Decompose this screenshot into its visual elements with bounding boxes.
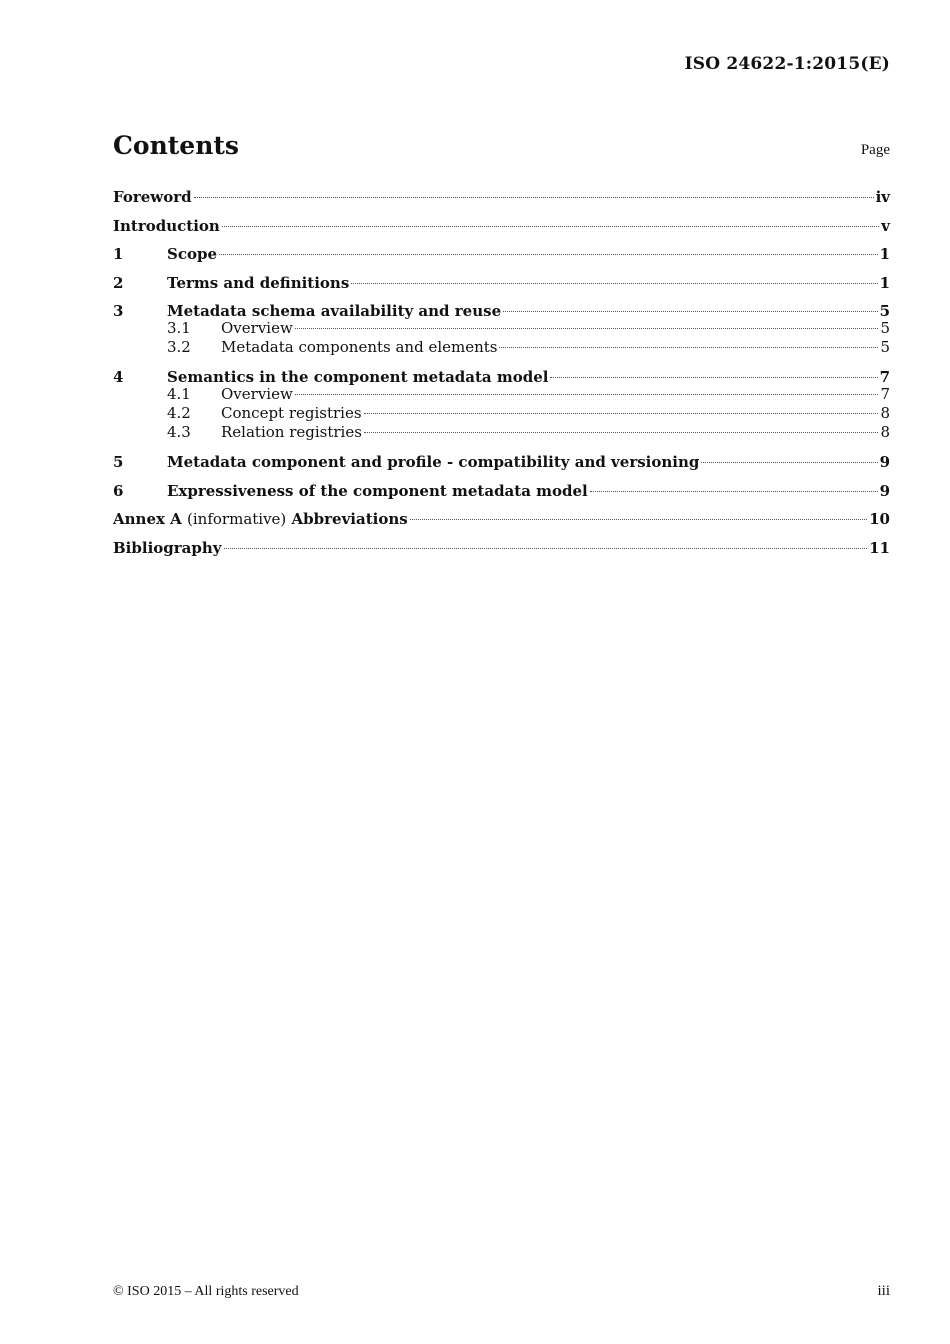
dot-leader <box>364 413 879 414</box>
toc-number: 6 <box>113 481 124 500</box>
toc-number: 5 <box>113 453 124 472</box>
toc-title: Semantics in the component metadata model <box>167 368 549 387</box>
toc-page: 11 <box>869 538 890 557</box>
toc-title: Scope <box>167 245 218 263</box>
dot-leader <box>219 254 878 255</box>
annex-label: Annex A <box>113 510 182 529</box>
toc-entry-bibliography[interactable] <box>113 534 890 563</box>
dot-leader <box>295 328 879 329</box>
toc-page: 5 <box>880 337 890 356</box>
toc-page: v <box>881 216 890 235</box>
toc-number: 4.1 <box>167 384 191 403</box>
dot-leader <box>590 491 878 492</box>
toc-title: Concept registries <box>221 403 362 422</box>
dot-leader <box>194 197 874 198</box>
toc-title: Expressiveness of the component metadata model <box>167 481 588 500</box>
toc-title <box>113 505 408 534</box>
toc-title: Terms and definitions <box>167 273 350 292</box>
toc-entry-4-1-overview[interactable] <box>113 385 890 404</box>
toc-page: 7 <box>880 384 890 403</box>
toc-entry-introduction[interactable] <box>113 212 890 241</box>
toc-page: 9 <box>879 453 890 472</box>
dot-leader <box>410 519 867 520</box>
copyright-notice: © ISO 2015 – All rights reserved <box>113 1284 299 1299</box>
table-of-contents <box>113 183 890 562</box>
dot-leader <box>503 311 877 312</box>
toc-entry-expressiveness[interactable] <box>113 477 890 506</box>
dot-leader <box>351 283 877 284</box>
toc-title: Introduction <box>113 216 220 235</box>
toc-entry-terms-and-definitions[interactable] <box>113 269 890 298</box>
toc-page: iv <box>875 188 890 206</box>
dot-leader <box>222 226 879 227</box>
toc-number: 2 <box>113 273 124 292</box>
annex-title: Abbreviations <box>291 510 408 529</box>
page-column-label: Page <box>860 142 890 158</box>
toc-number: 4.2 <box>167 403 191 422</box>
toc-entry-4-2-concept-registries[interactable] <box>113 404 890 423</box>
toc-entry-3-1-overview[interactable] <box>113 319 890 338</box>
toc-title: Bibliography <box>113 538 222 557</box>
toc-page: 5 <box>879 302 890 320</box>
toc-page: 9 <box>879 481 890 500</box>
toc-entry-scope[interactable] <box>113 240 890 269</box>
toc-page: 8 <box>880 403 890 422</box>
dot-leader <box>550 377 877 378</box>
toc-entry-compatibility[interactable] <box>113 448 890 477</box>
toc-number: 4.3 <box>167 423 191 442</box>
toc-number: 4 <box>113 368 124 387</box>
dot-leader <box>364 432 879 433</box>
toc-title: Foreword <box>113 188 192 206</box>
toc-title: Metadata component and profile - compatibility and versioning <box>167 453 700 472</box>
toc-number: 3.2 <box>167 337 191 356</box>
document-id: ISO 24622-1:2015(E) <box>684 54 890 74</box>
toc-entry-foreword[interactable] <box>113 183 890 212</box>
toc-page: 1 <box>879 273 890 292</box>
toc-number: 3.1 <box>167 318 191 337</box>
annex-qualifier: (informative) <box>187 510 287 529</box>
toc-title: Metadata schema availability and reuse <box>167 302 502 320</box>
page-number: iii <box>877 1283 890 1299</box>
dot-leader <box>295 394 879 395</box>
dot-leader <box>701 462 877 463</box>
dot-leader <box>499 347 878 348</box>
toc-page: 1 <box>879 245 890 263</box>
contents-heading: Contents <box>113 131 240 160</box>
toc-title: Relation registries <box>221 423 362 442</box>
toc-number: 3 <box>113 302 124 320</box>
toc-title: Metadata components and elements <box>221 337 498 356</box>
toc-title: Overview <box>221 384 293 403</box>
toc-title: Overview <box>221 318 293 337</box>
toc-entry-4-3-relation-registries[interactable] <box>113 423 890 442</box>
toc-number: 1 <box>113 245 124 263</box>
dot-leader <box>224 548 868 549</box>
toc-page: 10 <box>869 510 890 529</box>
toc-page: 5 <box>880 318 890 337</box>
toc-entry-annex-a[interactable] <box>113 505 890 534</box>
toc-page: 8 <box>880 423 890 442</box>
toc-entry-3-2-components[interactable] <box>113 338 890 357</box>
toc-page: 7 <box>879 368 890 387</box>
